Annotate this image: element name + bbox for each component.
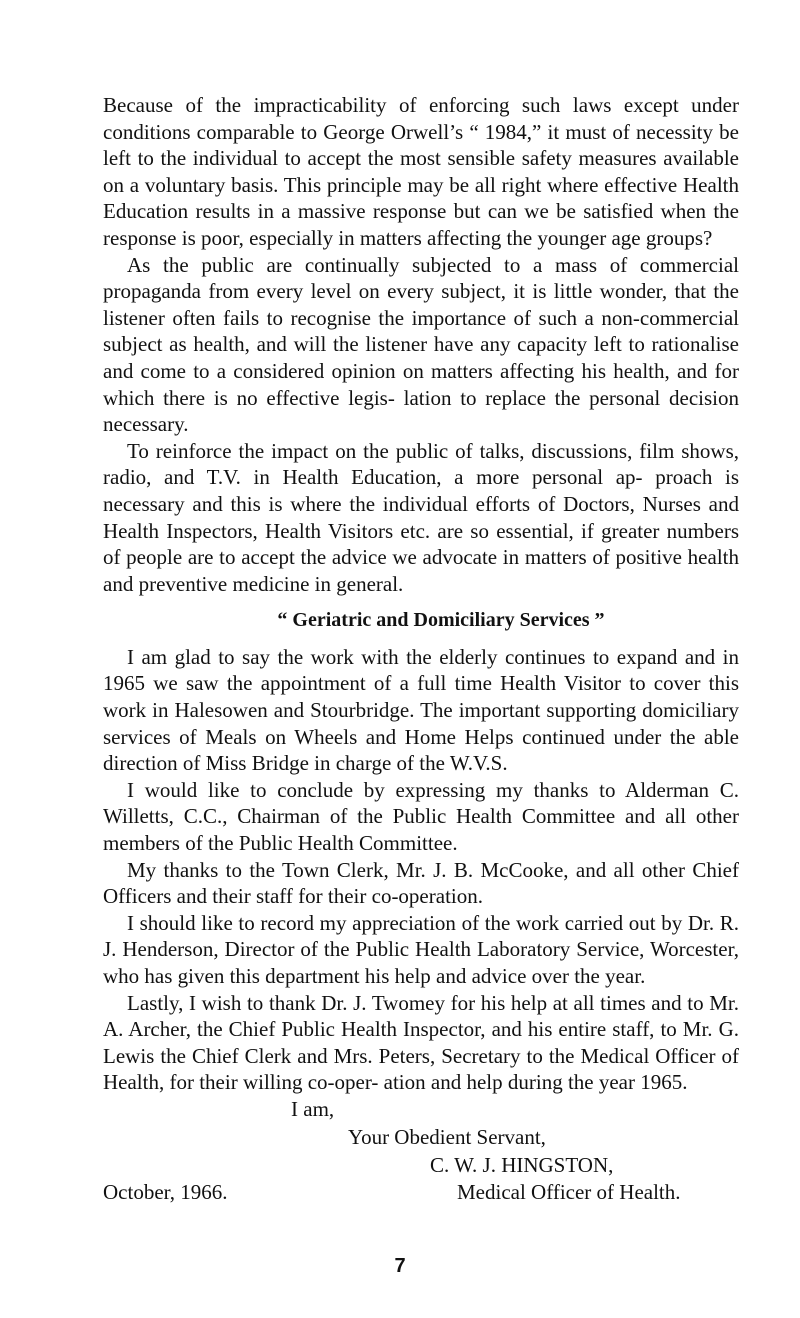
paragraph-orwell: Because of the impracticability of enforcing such laws except under conditions comparable to George Orwell’s “ 1984,” it must of necessity be left to the individual to accept the most sensible safety measures available on a voluntary basis. This principle may be all right where effective Health Education results in a massive response but can we be satisfied when the response is poor, especially in matters affecting the younger age groups? — [103, 93, 739, 250]
signatory-title: Medical Officer of Health. — [457, 1179, 681, 1204]
section-heading: “ Geriatric and Domiciliary Services ” — [277, 609, 605, 632]
paragraph-propaganda: As the public are continually subjected to a mass of commercial propaganda from every level on every subject, it is little wonder, that the listener often fails to recognise the importance of such a non-commercial subject as health, and will the listener have any capacity left to rationalise and come to a considered opinion on matters affecting his health, and for which there is no effective legis- lation to replace the personal decision necessary. — [103, 252, 739, 437]
paragraph-elderly: I am glad to say the work with the elderly continues to expand and in 1965 we saw the appointment of a full time Health Visitor to cover this work in Halesowen and Stourbridge. The important supporting domiciliary services of Meals on Wheels and Home Helps continued under the able direction of Miss Bridge in charge of the W.V.S. — [103, 644, 739, 776]
paragraph-reinforce: To reinforce the impact on the public of talks, discussions, film shows, radio, and T.V. in Health Education, a more personal ap- proach is necessary and this is where the individual efforts of Doctors, Nurses and Health Inspectors, Health Visitors etc. are so essential, if greater numbers of people are to accept the advice we advocate in matters of positive health and preventive medicine in general. — [103, 438, 739, 596]
paragraph-appreciation: I should like to record my appreciation of the work carried out by Dr. R. J. Henderson, Director of the Public Health Laboratory Service, Worcester, who has given this department his help and advice over the year. — [103, 910, 739, 988]
signatory-name: C. W. J. HINGSTON, — [430, 1152, 614, 1177]
closing-date: October, 1966. — [103, 1179, 228, 1204]
paragraph-thanks-town-clerk: My thanks to the Town Clerk, Mr. J. B. McCooke, and all other Chief Officers and their staff for their co-operation. — [103, 857, 739, 909]
page-number: 7 — [394, 1255, 406, 1277]
closing-i-am: I am, — [291, 1096, 335, 1121]
paragraph-lastly: Lastly, I wish to thank Dr. J. Twomey for his help at all times and to Mr. A. Archer, the Chief Public Health Inspector, and his entire staff, to Mr. G. Lewis the Chief Clerk and Mrs. Peters, Secretary to the Medical Officer of Health, for their willing co-oper- ation and help during the year 1965. — [103, 990, 739, 1095]
document-page — [103, 92, 739, 1208]
closing-signature — [103, 1096, 739, 1208]
closing-servant: Your Obedient Servant, — [348, 1124, 546, 1149]
paragraph-thanks-alderman: I would like to conclude by expressing my thanks to Alderman C. Willetts, C.C., Chairman of the Public Health Committee and all other members of the Public Health Committee. — [103, 777, 739, 856]
